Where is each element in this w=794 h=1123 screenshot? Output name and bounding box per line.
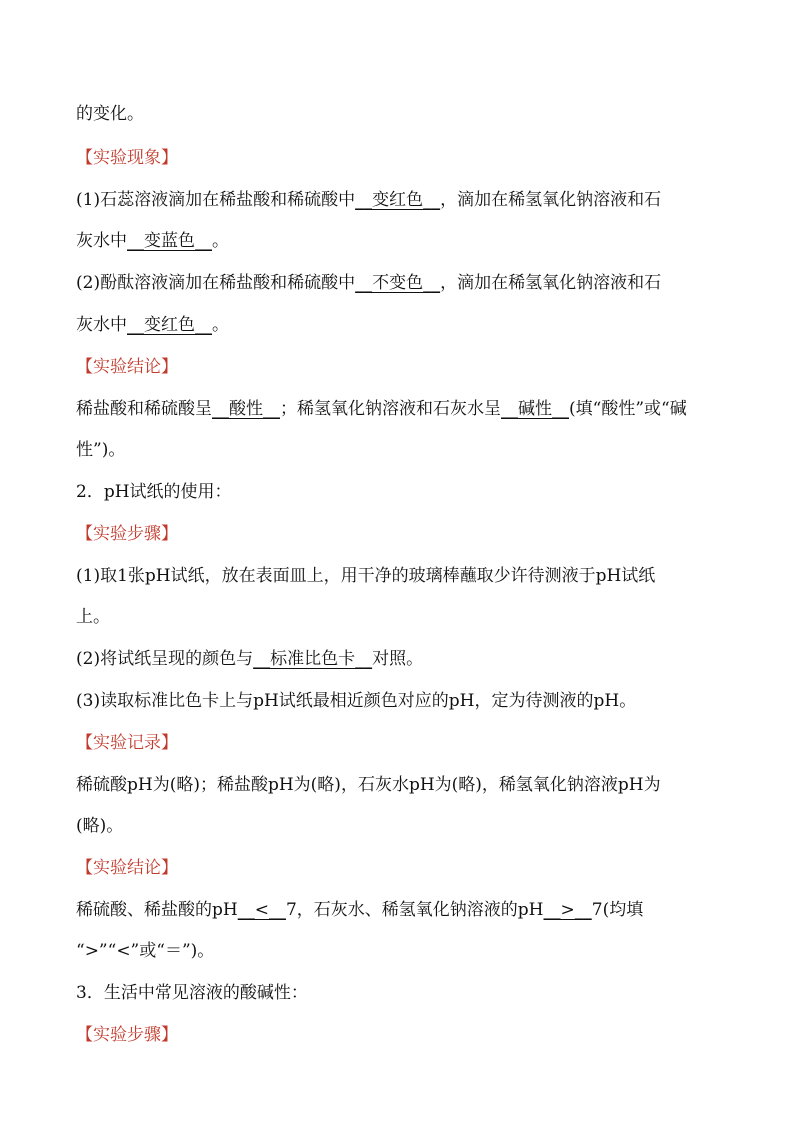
conclusion-2-line-1	[76, 898, 722, 922]
text: (2)将试纸呈现的颜色与	[76, 649, 254, 669]
text: 稀盐酸和稀硫酸呈	[76, 399, 212, 419]
text: ；稀氢氧化钠溶液和石灰水呈	[280, 399, 501, 419]
answer-blank: __>__	[543, 900, 592, 920]
phenomenon-2-line-2	[76, 313, 722, 337]
answer-blank: __变蓝色__	[127, 231, 212, 251]
section-heading-conclusion-2: 【实验结论】	[76, 858, 178, 878]
text: ，滴加在稀氢氧化钠溶液和石	[440, 190, 662, 210]
section-heading-phenomenon: 【实验现象】	[76, 148, 178, 168]
answer-blank: __标准比色卡__	[253, 649, 373, 669]
conclusion-1-line-1	[76, 397, 722, 421]
record-line-2: (略)。	[76, 816, 124, 836]
step-3: (3)读取标准比色卡上与pH试纸最相近颜色对应的pH，定为待测液的pH。	[76, 691, 637, 711]
text: 灰水中	[76, 231, 127, 251]
section-title-common-solutions: 3．生活中常见溶液的酸碱性：	[76, 983, 308, 1003]
step-1-line-2: 上。	[76, 607, 110, 627]
answer-blank: __酸性__	[212, 399, 280, 419]
conclusion-2-line-2: “>”“<”或“＝”)。	[76, 941, 215, 961]
text: 对照。	[372, 649, 424, 669]
conclusion-1-line-2: 性”)。	[76, 440, 126, 460]
phenomenon-1-line-2	[76, 229, 722, 253]
text: 稀硫酸、稀盐酸的pH	[76, 900, 238, 920]
section-title-ph-paper: 2．pH试纸的使用：	[76, 482, 232, 502]
text: 灰水中	[76, 315, 127, 335]
text: 。	[212, 315, 229, 335]
step-2	[76, 647, 722, 671]
text: 7(均填	[591, 900, 644, 920]
answer-blank: __变红色__	[127, 315, 212, 335]
text: ，滴加在稀氢氧化钠溶液和石	[440, 273, 662, 293]
section-heading-steps: 【实验步骤】	[76, 524, 178, 544]
text: (1)石蕊溶液滴加在稀盐酸和稀硫酸中	[76, 190, 356, 210]
text-line: 的变化。	[76, 104, 144, 124]
answer-blank: __碱性__	[501, 399, 569, 419]
text: (2)酚酞溶液滴加在稀盐酸和稀硫酸中	[76, 273, 356, 293]
answer-blank: __不变色__	[355, 273, 441, 293]
answer-blank: __变红色__	[355, 190, 441, 210]
step-1-line-1: (1)取1张pH试纸，放在表面皿上，用干净的玻璃棒蘸取少许待测液于pH试纸	[76, 566, 656, 586]
text: (填“酸性”或“碱	[569, 399, 687, 419]
record-line-1: 稀硫酸pH为(略)；稀盐酸pH为(略)，石灰水pH为(略)，稀氢氧化钠溶液pH为	[76, 775, 661, 795]
text: 。	[212, 231, 229, 251]
answer-blank: __<__	[237, 900, 286, 920]
section-heading-steps-2: 【实验步骤】	[76, 1025, 178, 1045]
section-heading-conclusion: 【实验结论】	[76, 357, 178, 377]
text: 7，石灰水、稀氢氧化钠溶液的pH	[285, 900, 544, 920]
phenomenon-2-line-1	[76, 271, 722, 295]
section-heading-record: 【实验记录】	[76, 733, 178, 753]
phenomenon-1-line-1	[76, 188, 722, 212]
